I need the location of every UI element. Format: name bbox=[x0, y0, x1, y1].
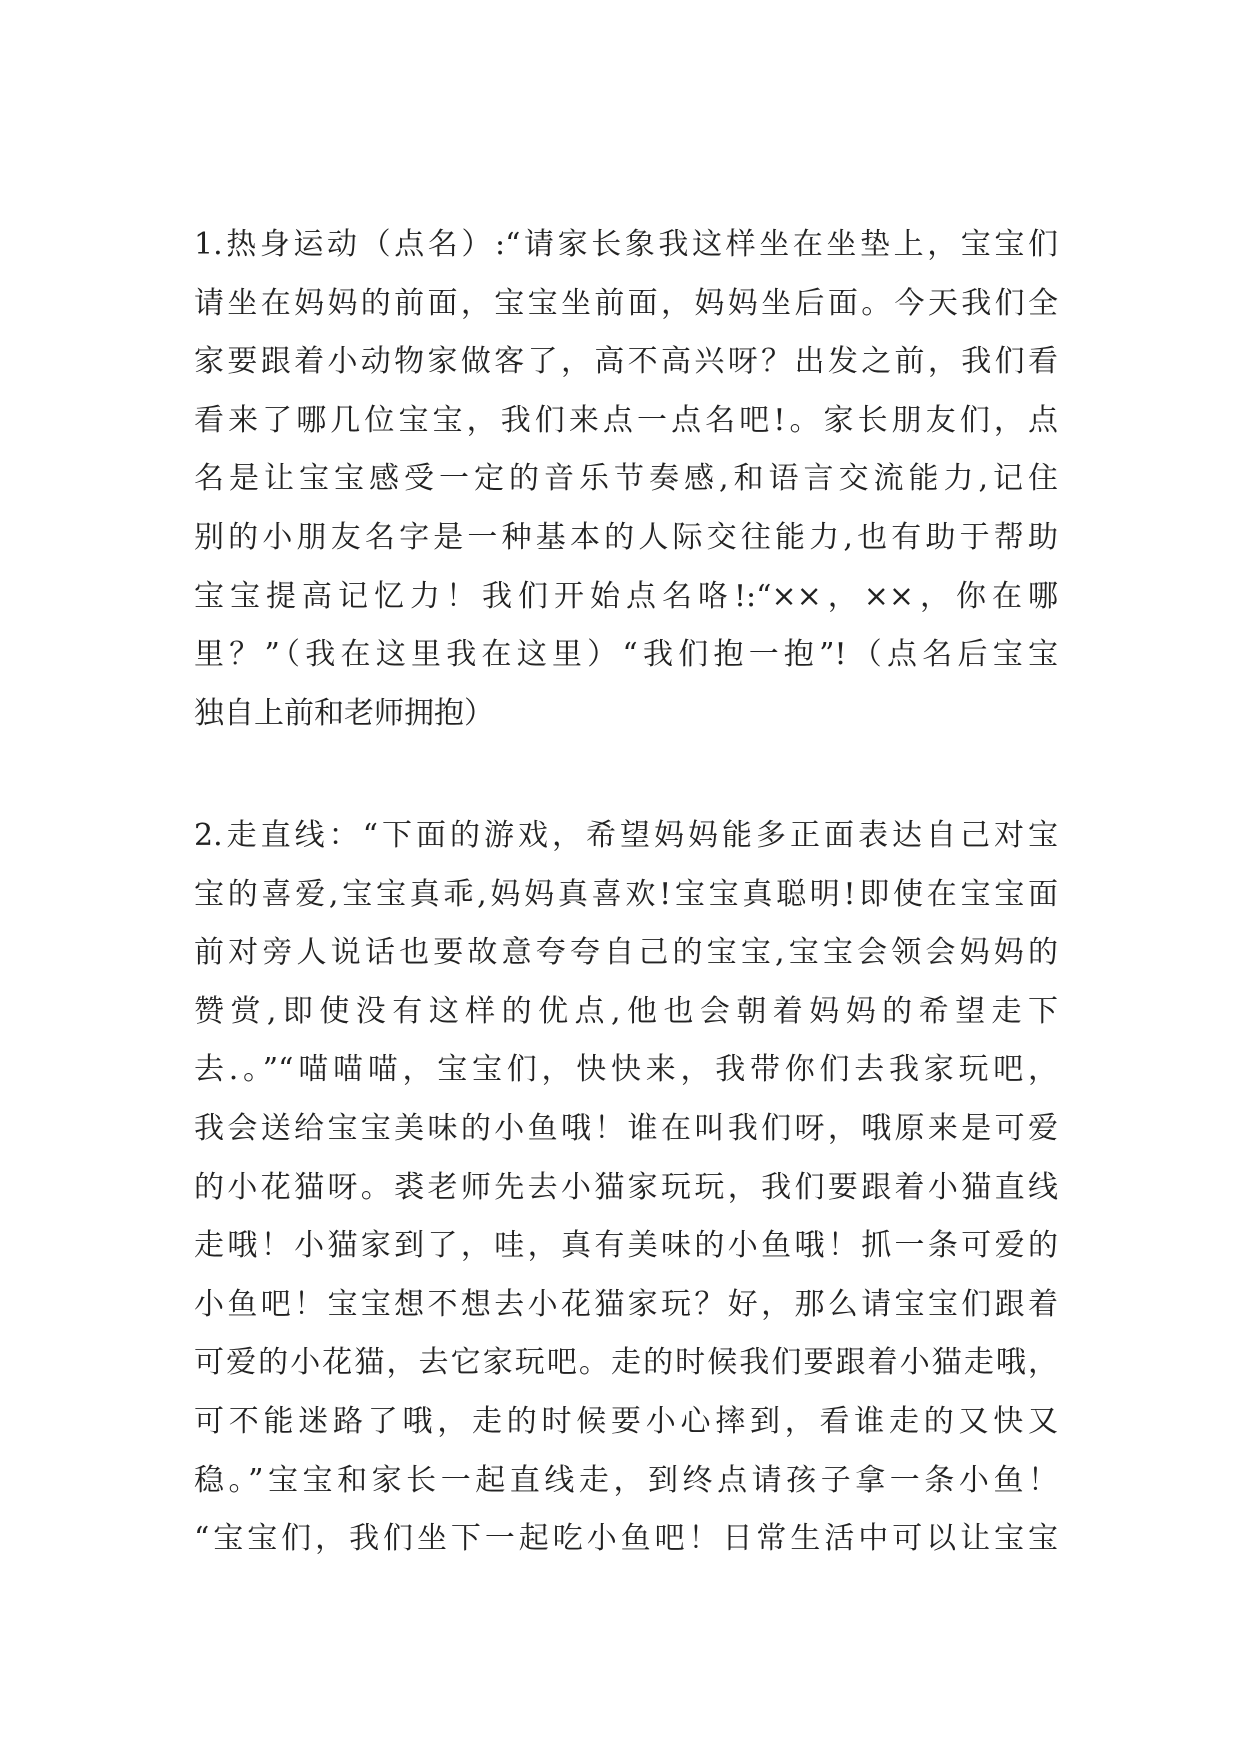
paragraph-line: 里？”（我在这里我在这里）“我们抱一抱”!（点名后宝宝 bbox=[194, 637, 1058, 673]
paragraph-line: 稳。”宝宝和家长一起直线走，到终点请孩子拿一条小鱼！ bbox=[194, 1462, 1058, 1498]
paragraph-line: 走哦！小猫家到了，哇，真有美味的小鱼哦！抓一条可爱的 bbox=[194, 1228, 1058, 1264]
paragraph-line: 宝宝提高记忆力！我们开始点名咯!:“××，××，你在哪 bbox=[194, 578, 1058, 614]
paragraph-line: 赞赏,即使没有这样的优点,他也会朝着妈妈的希望走下 bbox=[194, 993, 1058, 1029]
paragraph-line: 去.。”“喵喵喵，宝宝们，快快来，我带你们去我家玩吧， bbox=[194, 1052, 1058, 1088]
paragraph-walk-straight-line bbox=[194, 807, 1058, 1569]
paragraph-line: 可不能迷路了哦，走的时候要小心摔到，看谁走的又快又 bbox=[194, 1403, 1058, 1439]
paragraph-warmup-roll-call bbox=[194, 216, 1058, 743]
paragraph-line: 家要跟着小动物家做客了，高不高兴呀？出发之前，我们看 bbox=[194, 344, 1058, 380]
paragraph-line: 名是让宝宝感受一定的音乐节奏感,和语言交流能力,记住 bbox=[194, 461, 1058, 497]
paragraph-line: “宝宝们，我们坐下一起吃小鱼吧！日常生活中可以让宝宝 bbox=[194, 1521, 1058, 1557]
paragraph-line: 独自上前和老师拥抱） bbox=[194, 695, 494, 731]
paragraph-line: 我会送给宝宝美味的小鱼哦！谁在叫我们呀，哦原来是可爱 bbox=[194, 1110, 1058, 1146]
paragraph-line: 前对旁人说话也要故意夸夸自己的宝宝,宝宝会领会妈妈的 bbox=[194, 935, 1058, 971]
paragraph-line: 1.热身运动（点名）:“请家长象我这样坐在坐垫上，宝宝们 bbox=[194, 227, 1058, 262]
paragraph-line: 2.走直线：“下面的游戏，希望妈妈能多正面表达自己对宝 bbox=[194, 818, 1058, 853]
paragraph-line: 请坐在妈妈的前面，宝宝坐前面，妈妈坐后面。今天我们全 bbox=[194, 285, 1058, 321]
paragraph-line: 可爱的小花猫，去它家玩吧。走的时候我们要跟着小猫走哦， bbox=[194, 1345, 1058, 1381]
paragraph-line: 小鱼吧！宝宝想不想去小花猫家玩？好，那么请宝宝们跟着 bbox=[194, 1286, 1058, 1322]
paragraph-line: 看来了哪几位宝宝，我们来点一点名吧!。家长朋友们，点 bbox=[194, 402, 1058, 438]
paragraph-line: 别的小朋友名字是一种基本的人际交往能力,也有助于帮助 bbox=[194, 519, 1058, 555]
paragraph-line: 宝的喜爱,宝宝真乖,妈妈真喜欢!宝宝真聪明!即使在宝宝面 bbox=[194, 876, 1058, 912]
paragraph-line: 的小花猫呀。裘老师先去小猫家玩玩，我们要跟着小猫直线 bbox=[194, 1169, 1058, 1205]
